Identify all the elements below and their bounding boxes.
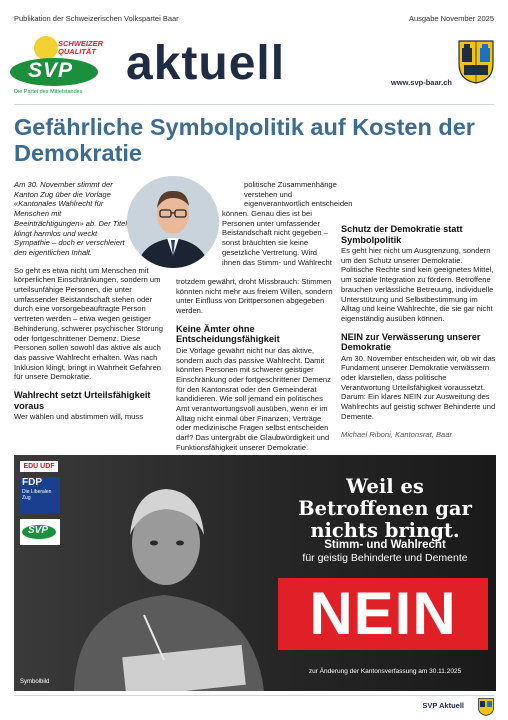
sun-icon: [34, 36, 58, 60]
nein-text: NEIN: [309, 580, 457, 647]
svp-logo: [10, 32, 106, 98]
svp-small-logo: [20, 519, 60, 545]
ad-subline: [280, 539, 490, 564]
ad-headline: Weil es Betroffenen gar nichts bringt.: [298, 475, 472, 542]
svp-tagline: Die Partei des Mittelstandes: [14, 89, 83, 95]
fdp-wordmark: FDP: [22, 477, 42, 488]
article-paragraph: Es geht hier nicht um Ausgrenzung, sondern um den Schutz unserer Demokratie. Politische Rechte sind kein geeignetes Mittel, um soziale Integration zu fördern. Betroffene brauchen verlässliche Betreuung, individuelle Unterstützung und Selbstbestimmung im Alltag und keine Wahlrechte, die sie gar nicht eigenständig ausüben können.: [341, 246, 494, 323]
article-lead: Am 30. November stimmt der Kanton Zug über die Vorlage «Kantonales Wahlrecht für Menschen mit Beeinträchtigungen» ab. Der Titel klingt harmlos und weckt Sympathie – doch er verschleiert den eigentlichen Inhalt.: [14, 180, 128, 257]
fdp-logo: [20, 477, 60, 513]
author-portrait: [127, 176, 219, 268]
article-column-2-top: [220, 180, 357, 209]
quality-label: [58, 40, 103, 56]
article-paragraph: können. Genau dies ist bei Personen unter umfassender Beistandschaft nicht gegeben – sonst bräuchten sie keine gesetzliche Vertretung. Wird ihnen das Stimm- und Wahlrecht: [222, 209, 332, 267]
article-column-2: [176, 277, 333, 461]
article-column-2-wrap: [222, 209, 333, 267]
article-paragraph: Am 30. November entscheiden wir, ob wir das Fundament unserer Demokratie verwässern oder klarstellen, dass politische Verantwortung Urteilsfähigkeit voraussetzt. Darum: Ein klares NEIN zur Ausweitung des Wahlrechts auf geistig schwer Behinderte und Demente.: [341, 353, 496, 421]
subheading-aemter: Keine Ämter ohne Entscheidungsfähigkeit: [176, 323, 280, 345]
svp-wordmark: SVP: [28, 59, 74, 82]
quality-line1: SCHWEIZER: [58, 39, 103, 48]
author-signature: Michael Riboni, Kantonsrat, Baar: [341, 429, 453, 439]
article-paragraph: Die Vorlage gewährt nicht nur das aktive, sondern auch das passive Wahlrecht. Damit könnten Personen mit schwerer geistiger Einschränkung oder fortgeschrittener Demenz für den Kantonsrat oder den Gemeinderat kandidieren. Wie soll jemand ein politisches Amt verantwortungsvoll ausüben, wenn er im Alltag nicht einmal über Finanzen, Verträge oder medizinische Fragen selbst entscheiden darf? Das untergräbt die Glaubwürdigkeit und Funktionsfähigkeit unserer Demokratie.: [176, 345, 331, 452]
masthead-title: aktuell: [126, 37, 286, 90]
article-paragraph: So geht es etwa nicht um Menschen mit körperlichen Einschränkungen, sondern um urteilsunfähige Personen, die unter umfassender Beistandschaft stehen oder durch eine vorsorgebeauftragte Person vertreten werden – etwa wegen geistiger Behinderung, schwerer psychischer Störung oder fortgeschrittener Demenz. Diese Personen sollen sowohl das aktive als auch das passive Wahlrecht erhalten. Was nach Inklusion klingt, bringt in Wahrheit Gefahren für unsere Demokratie.: [14, 265, 164, 382]
footer-divider: [14, 695, 494, 696]
fdp-subtitle: Die Liberalen Zug: [22, 489, 52, 501]
subheading-urteilsfaehigkeit: Wahlrecht setzt Urteilsfähigkeit voraus: [14, 390, 151, 411]
footer-label: SVP Aktuell: [422, 701, 464, 710]
campaign-advertisement: [14, 455, 496, 691]
ad-caption: Symbolbild: [20, 679, 50, 685]
issue-date: Ausgabe November 2025: [408, 14, 494, 23]
svp-small-wordmark: SVP: [28, 525, 49, 536]
ad-footer: zur Änderung der Kantonsverfassung am 30.11.2025: [308, 668, 462, 675]
article-headline: Gefährliche Symbolpolitik auf Kosten der Demokratie: [14, 114, 475, 166]
article-column-3: [341, 222, 496, 447]
baar-crest-icon: [458, 40, 494, 84]
quality-line2: QUALITÄT: [58, 47, 96, 56]
header-divider: [14, 104, 494, 105]
ad-subline-2: für geistig Behinderte und Demente: [302, 551, 468, 564]
subheading-nein: NEIN zur Verwässerung unserer Demokratie: [341, 331, 481, 353]
article-paragraph: Wer wählen und abstimmen will, muss: [14, 412, 144, 422]
website-url[interactable]: www.svp-baar.ch: [391, 78, 452, 87]
subheading-schutz: Schutz der Demokratie statt Symbolpolitik: [341, 224, 463, 245]
ad-subline-1: Stimm- und Wahlrecht: [324, 539, 446, 551]
article-paragraph: politische Zusammenhänge verstehen und eigenverantwortlich entscheiden: [244, 180, 353, 209]
article-paragraph: trotzdem gewährt, droht Missbrauch: Stimmen könnten nicht mehr aus freiem Willen, sondern unter Einfluss von Drittpersonen abgegeben werden.: [176, 277, 333, 316]
publication-line: Publikation der Schweizerischen Volkspartei Baar: [14, 14, 179, 23]
baar-crest-small-icon: [478, 698, 494, 716]
edu-logo: EDU UDF: [20, 461, 58, 472]
